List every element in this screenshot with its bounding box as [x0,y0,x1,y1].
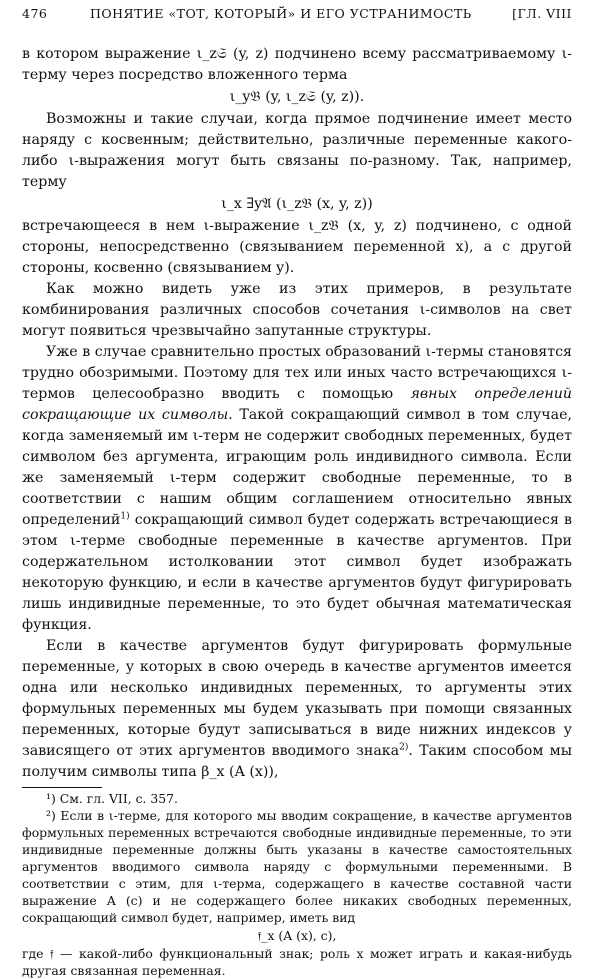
paragraph-6 [22,636,572,783]
main-text [22,44,572,979]
running-header [22,6,572,26]
footnote-divider [22,787,102,788]
paragraph-2: Возможны и такие случаи, когда прямое подчинение имеет место наряду с косвенным; действительно, различные переменные какого-либо ι-выражения могут быть связаны по-разному. Так, например, терму [22,111,572,190]
footnote-2-formula: 𝔣_x (A (x), c), [257,928,337,943]
formula-2: ι_x ∃y𝔄 (ι_z𝔅 (x, y, z)) [221,196,373,212]
footnotes [22,790,572,979]
emphasis-explicit-definitions: явных определений сокращающие их символы [22,386,572,423]
footnote-1: ¹) См. гл. VII, с. 357. [46,791,178,806]
chapter-marker: [ГЛ. VIII [512,6,572,21]
formula-1: ι_y𝔅 (y, ι_z𝔖 (y, z)). [229,89,365,105]
paragraph-4: Как можно видеть уже из этих примеров, в результате комбинирования различных способов сочетания ι-символов на свет могут появиться чрезвычайно запутанные структуры. [22,281,572,339]
footnote-ref-1[interactable]: 1) [120,511,130,522]
footnote-2: ²) Если в ι-терме, для которого мы вводим сокращение, в качестве аргументов формульных переменных встречаются свободные индивидные переменные, то эти индивидные переменные должны быть указаны в качестве самостоятельных аргументов вводимого символа наряду с формульными переменными. В соответствии с этим, для ι-терма, содержащего в качестве составной части выражение A (c) и не содержащего более никаких свободных переменных, сокращающий символ будет, например, иметь вид [22,808,572,925]
paragraph-1: в котором выражение ι_z𝔖 (y, z) подчинено всему рассматриваемому ι-терму через посредство вложенного терма [22,46,572,83]
paragraph-5-start: Уже в случае сравнительно простых образований ι-термы становятся трудно обозримыми. Поэтому для тех или иных часто встречающихся ι-термов целесообразно вводить с помощью [22,344,572,402]
footnote-2-end: где 𝔣 — какой-либо функциональный знак; роль x может играть и какая-нибудь другая связанная переменная. [22,946,572,978]
paragraph-5-middle: . Такой сокращающий символ в том случае, когда заменяемый им ι-терм не содержит свободных переменных, будет символом без аргумента, играющим роль индивидного символа. Если же заменяемый ι-терм содержит свободные переменные, то в соответствии с нашим общим соглашением относительно явных определений [22,407,573,528]
paragraph-5 [22,342,572,636]
paragraph-5-end: сокращающий символ будет содержать встречающиеся в этом ι-терме свободные переменные в качестве аргументов. При содержательном истолковании этот символ будет изображать некоторую функцию, и если в качестве аргументов будут фигурировать лишь индивидные переменные, то это будет обычная математическая функция. [22,512,572,633]
paragraph-6-start: Если в качестве аргументов будут фигурировать формульные переменные, у которых в свою очередь в качестве аргументов имеется одна или несколько индивидных переменных, то аргументы этих формульных переменных мы будем указывать при помощи связанных переменных, которые будут записываться в виде нижних индексов у зависящего от этих аргументов вводимого знака [22,638,572,759]
footnote-ref-2[interactable]: 2) [399,742,409,753]
paragraph-6-end: . Таким способом мы получим символы типа β_x (A (x)), [22,743,572,780]
running-title: ПОНЯТИЕ «ТОТ, КОТОРЫЙ» И ЕГО УСТРАНИМОСТЬ [90,6,472,21]
paragraph-3: встречающееся в нем ι-выражение ι_z𝔅 (x, y, z) подчинено, с одной стороны, непосредственно (связыванием переменной x), а с другой стороны, косвенно (связыванием y). [22,218,572,276]
page-number: 476 [22,6,48,21]
